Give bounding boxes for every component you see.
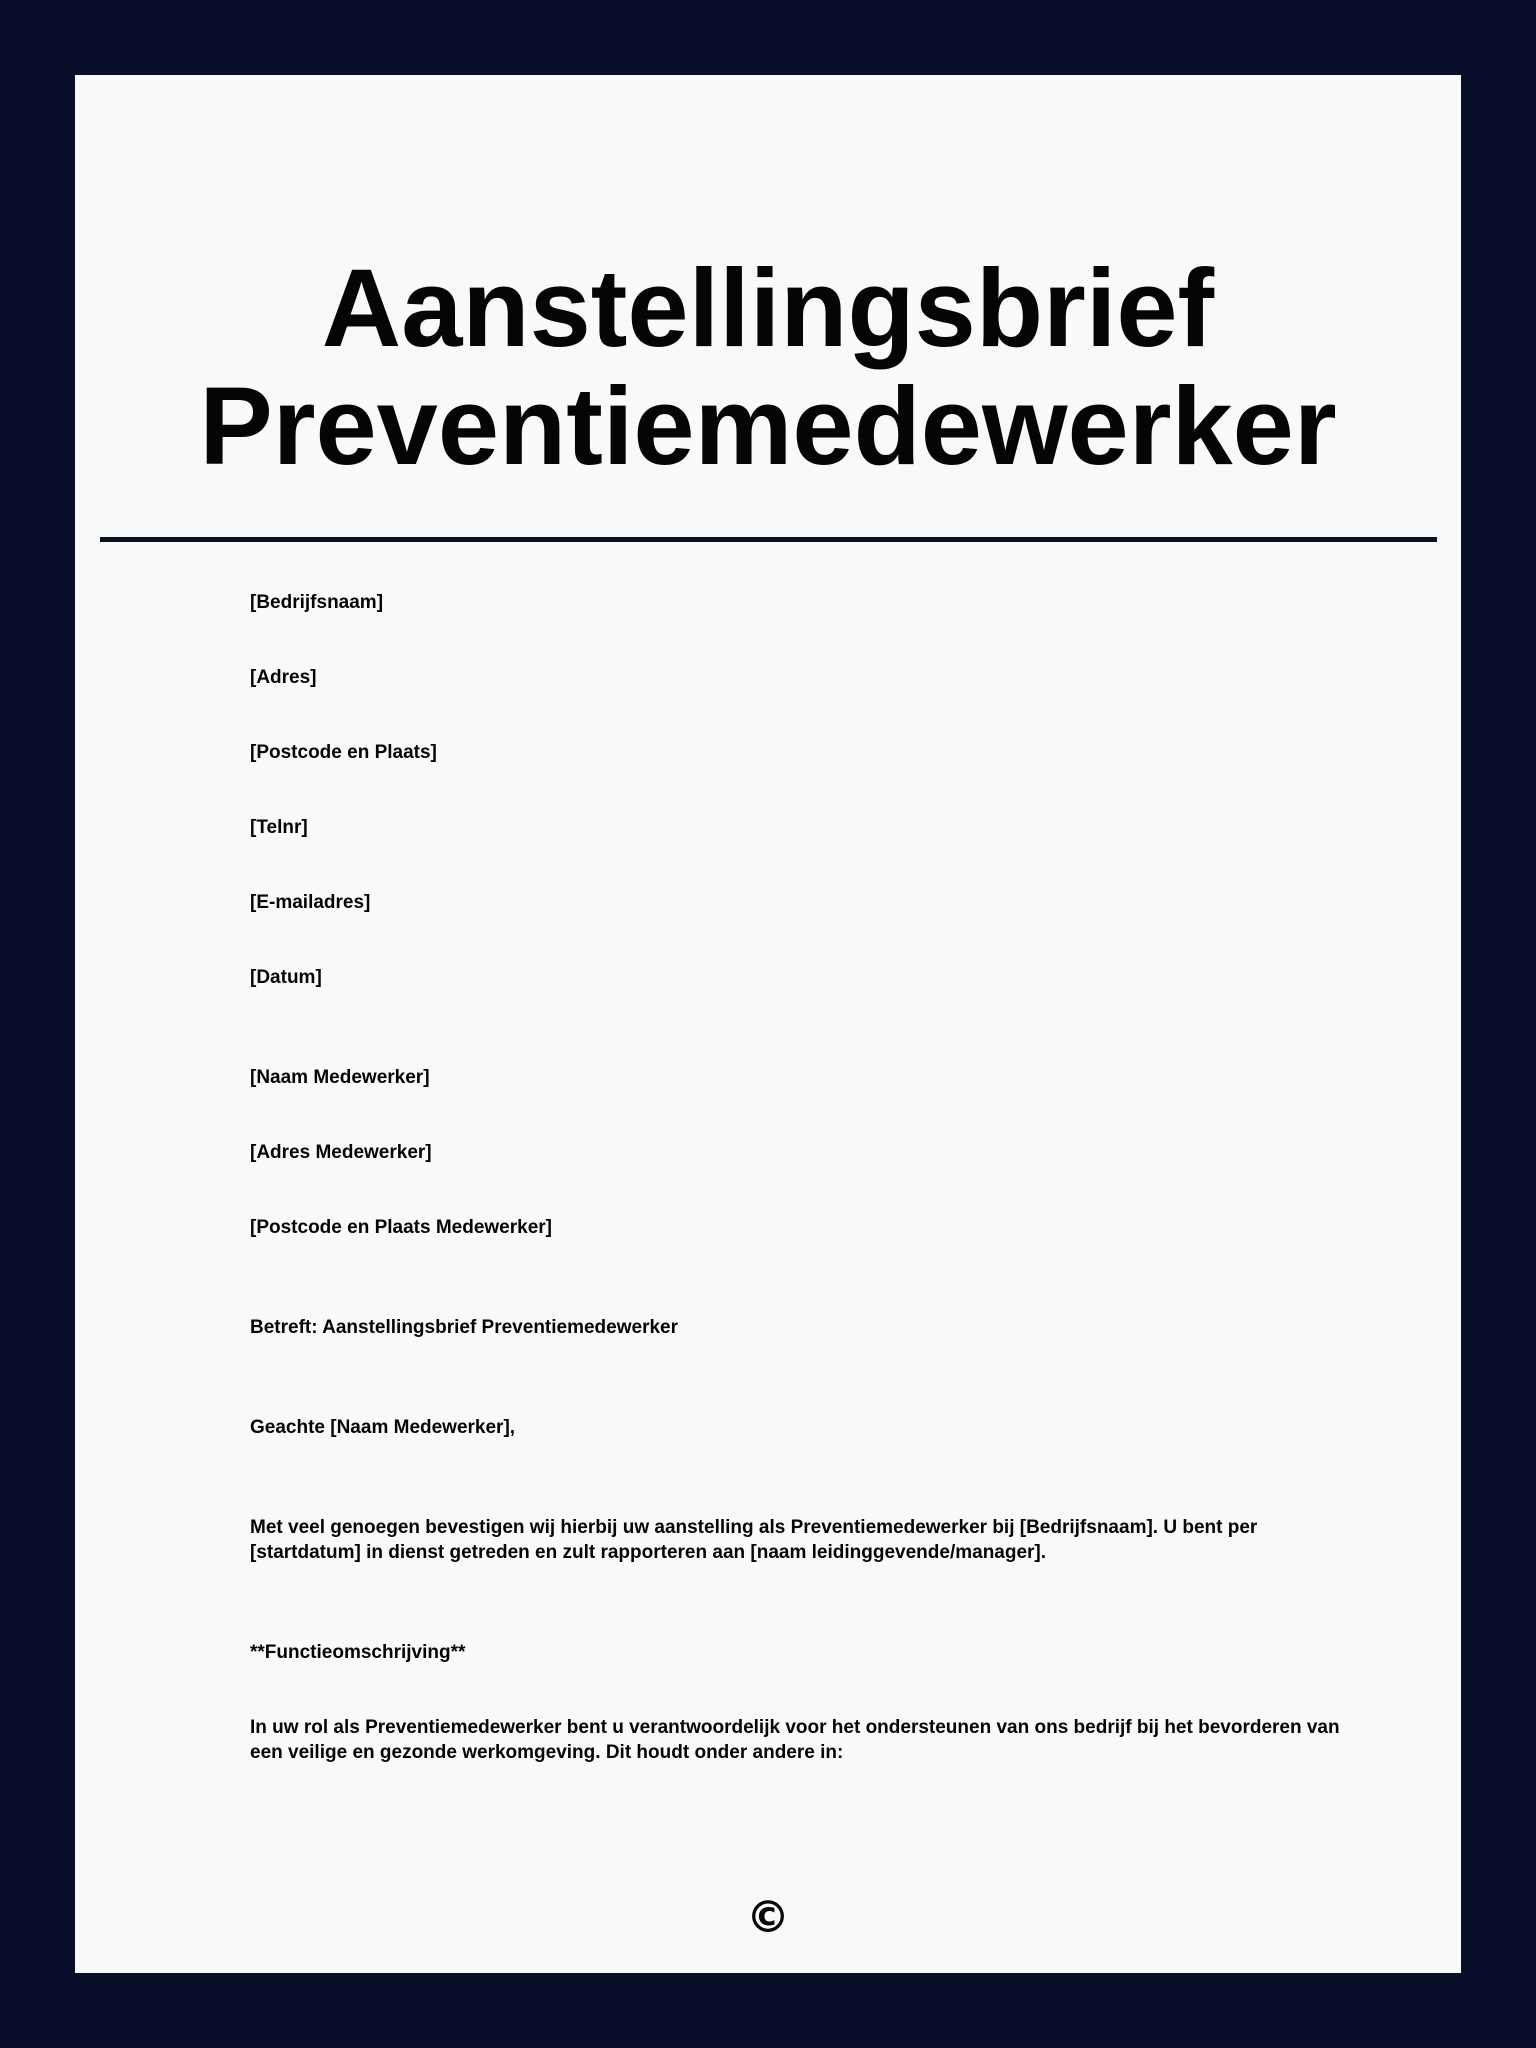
letter-intro-paragraph: Met veel genoegen bevestigen wij hierbij uw aanstelling als Preventiemedewerker bij [Bedrijfsnaam]. U bent per [startdatum] in dienst getreden en zult rapporteren aan [naam leidinggevende/manager]. bbox=[250, 1517, 1258, 1563]
recipient-postcode-city: [Postcode en Plaats Medewerker] bbox=[250, 1217, 552, 1238]
letter-salutation: Geachte [Naam Medewerker], bbox=[250, 1417, 516, 1438]
section-paragraph: In uw rol als Preventiemedewerker bent u verantwoordelijk voor het ondersteunen van ons bedrijf bij het bevorderen van een veilige en gezonde werkomgeving. Dit houdt onder andere in: bbox=[250, 1717, 1340, 1763]
sender-address: [Adres] bbox=[250, 667, 317, 688]
copyright-icon: © bbox=[746, 1892, 790, 1943]
recipient-name: [Naam Medewerker] bbox=[250, 1067, 430, 1088]
sender-company: [Bedrijfsnaam] bbox=[250, 592, 384, 613]
sender-phone: [Telnr] bbox=[250, 817, 308, 838]
sender-email: [E-mailadres] bbox=[250, 892, 371, 913]
title-line-1: Aanstellingsbrief bbox=[321, 247, 1215, 370]
recipient-address: [Adres Medewerker] bbox=[250, 1142, 432, 1163]
section-heading: **Functieomschrijving** bbox=[250, 1642, 466, 1663]
document-title bbox=[75, 247, 1461, 488]
sender-postcode-city: [Postcode en Plaats] bbox=[250, 742, 437, 763]
letter-subject: Betreft: Aanstellingsbrief Preventiemedewerker bbox=[250, 1317, 679, 1338]
letter-date: [Datum] bbox=[250, 967, 322, 988]
title-line-2: Preventiemedewerker bbox=[199, 365, 1337, 488]
title-divider bbox=[100, 537, 1437, 542]
document-page bbox=[75, 75, 1461, 1973]
